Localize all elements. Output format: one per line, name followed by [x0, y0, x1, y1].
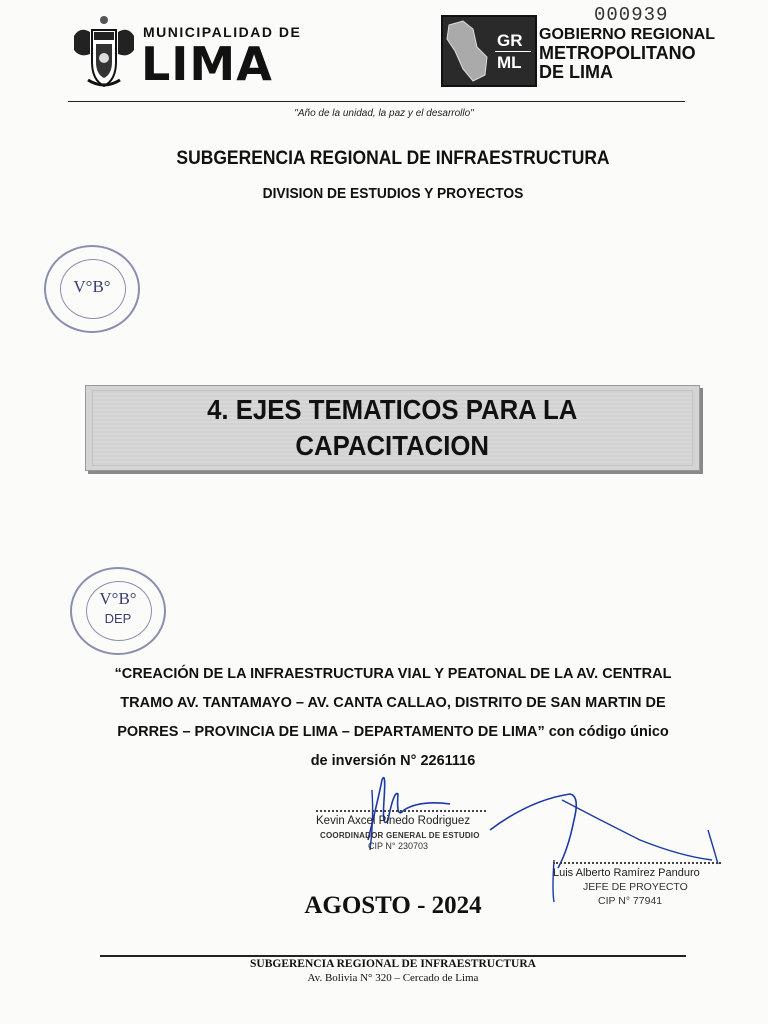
footer-office: SUBGERENCIA REGIONAL DE INFRAESTRUCTURA	[250, 958, 536, 970]
signer-left-name: Kevin Axcel Pinedo Rodriguez	[316, 815, 471, 827]
stamp-unit-text: DEP	[104, 611, 132, 626]
municipality-crest-icon	[70, 14, 138, 90]
document-date: AGOSTO - 2024	[304, 892, 482, 919]
regional-gov-name	[539, 25, 715, 82]
project-line1: “CREACIÓN DE LA INFRAESTRUCTURA VIAL Y PEATONAL DE LA AV. CENTRAL	[114, 666, 672, 682]
page-number: 000939	[594, 4, 669, 26]
project-line4: de inversión N° 2261116	[310, 753, 476, 769]
project-line2: TRAMO AV. TANTAMAYO – AV. CANTA CALLAO, DISTRITO DE SAN MARTIN DE	[120, 695, 666, 711]
footer-divider	[100, 955, 686, 957]
footer-address: Av. Bolivia N° 320 – Cercado de Lima	[307, 972, 479, 984]
approval-stamp-top	[44, 245, 140, 333]
project-line3: PORRES – PROVINCIA DE LIMA – DEPARTAMENTO DE LIMA” con código único	[117, 724, 669, 740]
section-title-line1: 4. EJES TEMATICOS PARA LA	[207, 394, 578, 425]
signer-right-role: JEFE DE PROYECTO	[583, 881, 688, 893]
municipality-name-line2: LIMA	[141, 37, 273, 91]
signer-right-cip: CIP N° 77941	[598, 895, 663, 907]
approval-stamp-bottom	[70, 567, 166, 655]
signer-left-cip: CIP N° 230703	[368, 841, 428, 851]
motto: "Año de la unidad, la paz y el desarrollo"	[294, 108, 474, 119]
signature-line-left	[316, 810, 486, 812]
badge-divider	[495, 51, 531, 52]
section-title-line2: CAPACITACION	[295, 430, 490, 461]
stamp-vb-text: V°B°	[73, 277, 111, 296]
regional-gov-line2: METROPOLITANO	[539, 43, 696, 63]
regional-gov-logo	[441, 15, 537, 87]
section-title	[207, 392, 577, 464]
regional-badge-bottom: ML	[497, 53, 522, 72]
header-divider	[68, 101, 685, 102]
signer-left-role: COORDINADOR GENERAL DE ESTUDIO	[320, 831, 480, 840]
regional-badge-top: GR	[497, 31, 523, 50]
section-title-box	[85, 385, 700, 471]
project-description	[100, 660, 686, 776]
office-title: SUBGERENCIA REGIONAL DE INFRAESTRUCTURA	[176, 148, 610, 169]
stamp-vb-text: V°B°	[99, 589, 137, 608]
division-title: DIVISION DE ESTUDIOS Y PROYECTOS	[262, 185, 524, 202]
signature-line-right	[553, 862, 721, 864]
regional-gov-line3: DE LIMA	[539, 62, 613, 82]
regional-gov-line1: GOBIERNO REGIONAL	[539, 26, 716, 43]
municipality-name-line1: MUNICIPALIDAD DE	[143, 24, 302, 40]
signer-right-name: Luis Alberto Ramírez Panduro	[553, 867, 700, 879]
